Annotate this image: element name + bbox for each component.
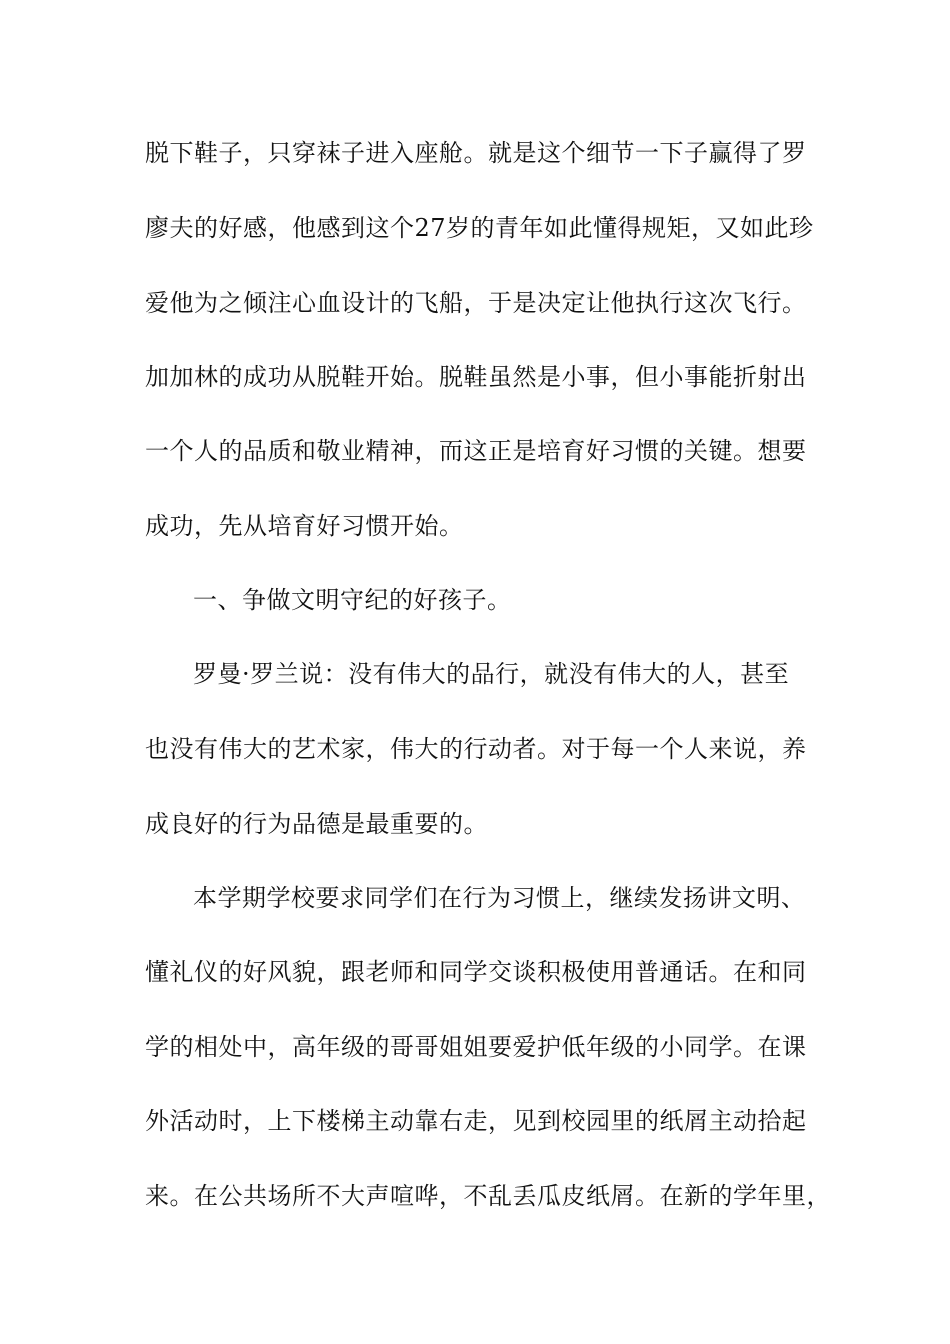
paragraph-line-15: 来。在公共场所不大声喧哗，不乱丢瓜皮纸屑。在新的学年里， (145, 1182, 831, 1210)
paragraph-line-14: 外活动时，上下楼梯主动靠右走，见到校园里的纸屑主动拾起 (145, 1107, 807, 1135)
paragraph-line-11: 本学期学校要求同学们在行为习惯上，继续发扬讲文明、 (193, 884, 806, 912)
paragraph-line-3: 爱他为之倾注心血设计的飞船，于是决定让他执行这次飞行。 (145, 289, 807, 317)
paragraph-line-10: 成良好的行为品德是最重要的。 (145, 810, 488, 838)
paragraph-line-12: 懂礼仪的好风貌，跟老师和同学交谈积极使用普通话。在和同 (145, 958, 807, 986)
paragraph-line-6: 成功，先从培育好习惯开始。 (145, 512, 464, 540)
paragraph-line-2: 廖夫的好感，他感到这个27岁的青年如此懂得规矩，又如此珍 (145, 214, 814, 242)
paragraph-line-8: 罗曼·罗兰说：没有伟大的品行，就没有伟大的人，甚至 (193, 660, 790, 688)
paragraph-line-13: 学的相处中，高年级的哥哥姐姐要爱护低年级的小同学。在课 (145, 1033, 807, 1061)
section-heading: 一、争做文明守纪的好孩子。 (193, 586, 512, 614)
paragraph-line-4: 加加林的成功从脱鞋开始。脱鞋虽然是小事，但小事能折射出 (145, 363, 807, 391)
paragraph-line-9: 也没有伟大的艺术家，伟大的行动者。对于每一个人来说，养 (145, 735, 807, 763)
paragraph-line-5: 一个人的品质和敬业精神，而这正是培育好习惯的关键。想要 (145, 437, 807, 465)
paragraph-line-1: 脱下鞋子，只穿袜子进入座舱。就是这个细节一下子赢得了罗 (145, 139, 807, 167)
